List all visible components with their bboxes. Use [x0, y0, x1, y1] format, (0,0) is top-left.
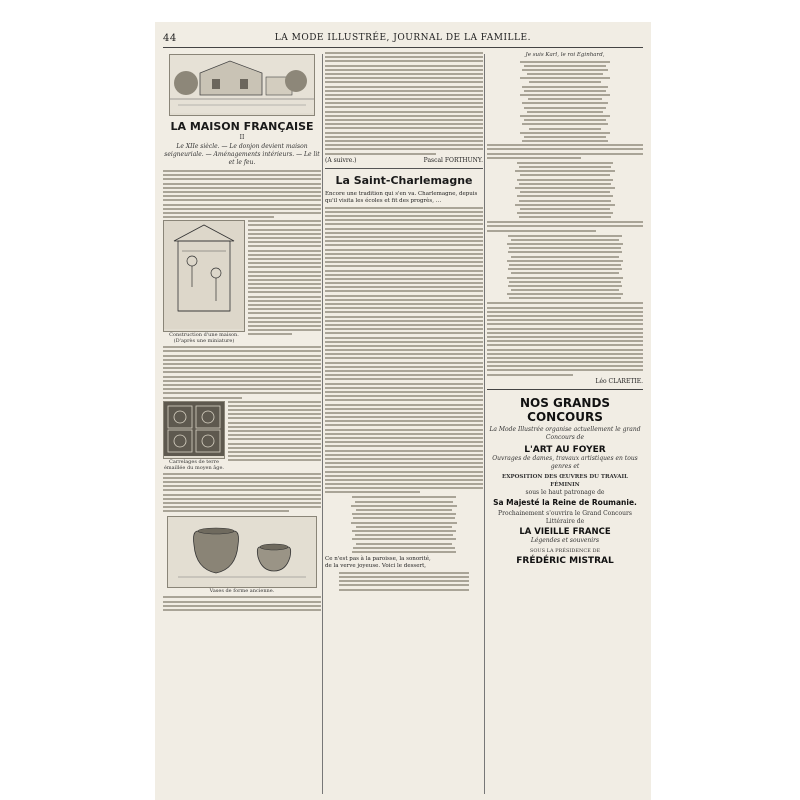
president-prefix: SOUS LA PRÉSIDENCE DE [529, 547, 601, 554]
patronage-name: Sa Majesté la Reine de Roumanie. [493, 497, 637, 507]
tile-pattern-illustration [163, 401, 225, 459]
construction-miniature-illustration [163, 220, 245, 332]
page-number: 44 [163, 32, 177, 44]
literary-contest-name: LA VIEILLE FRANCE [519, 526, 611, 537]
ancient-vases-illustration [167, 516, 317, 588]
poem-block [497, 235, 633, 300]
article-body-block-6 [163, 596, 321, 611]
newspaper-page [155, 22, 651, 800]
article-signature [487, 378, 643, 385]
column-separator [322, 54, 323, 794]
column3-body-1 [487, 144, 643, 159]
column3-body-3 [487, 302, 643, 375]
exhibition-title: EXPOSITION DES ŒUVRES DU TRAVAIL FÉMININ [502, 473, 628, 488]
article-signature [325, 157, 483, 164]
vases-drawing [168, 517, 316, 585]
article-body-block-4 [228, 401, 321, 471]
figure-caption: Construction d'une maison. (D'après une miniature) [169, 332, 239, 345]
house-engraving-illustration [169, 54, 315, 116]
tile-pattern-drawing [164, 402, 224, 456]
article-part: II [239, 134, 245, 141]
column3-body-2 [487, 221, 643, 231]
author-name: Pascal FORTHUNY. [423, 156, 483, 164]
construction-drawing [164, 221, 244, 329]
article-body-block-2 [248, 220, 321, 344]
author-name: Léo CLARETIE. [595, 377, 643, 385]
article-body-end [339, 572, 469, 591]
article-intro: Encore une tradition qui s'en va. Charlemagne, depuis qu'il visita les écoles et fit des progrès, … [325, 190, 478, 204]
page-header [163, 30, 643, 46]
contest-intro: La Mode Illustrée organise actuellement le grand Concours de [489, 425, 641, 441]
article-closing-line: Ce n'est pas à la paroisse, la sonorité, [325, 555, 431, 562]
president-name: FRÉDÉRIC MISTRAL [516, 555, 614, 566]
figure-caption: Vases de forme ancienne. [209, 588, 275, 595]
article-body-block-5 [163, 473, 321, 513]
article-body-block-1 [163, 170, 321, 218]
contest-announcement [487, 389, 643, 566]
literary-contest-subtitle: Légendes et souvenirs [530, 536, 600, 544]
contest-heading: NOS GRANDS CONCOURS [519, 395, 611, 424]
article-title: LA MAISON FRANÇAISE [170, 120, 314, 133]
header-rule [163, 47, 643, 48]
patronage-prefix: sous le haut patronage de [525, 488, 605, 496]
article-summary: Le XIIe siècle. — Le donjon devient maison seigneuriale. — Aménagements intérieurs. — Le lit et le feu. [164, 143, 320, 166]
article-closing-line: de la verve joyeuse. Voici le dessert, [325, 562, 427, 569]
contest-name: L'ART AU FOYER [524, 444, 606, 455]
column-1 [163, 52, 321, 796]
column-separator [484, 54, 485, 794]
running-title: LA MODE ILLUSTRÉE, JOURNAL DE LA FAMILLE. [274, 33, 531, 43]
column-3 [487, 52, 643, 796]
to-be-continued: (A suivre.) [325, 156, 357, 164]
figure-caption: Carrelages de terre émaillée du moyen âge. [163, 458, 225, 471]
poem-first-line: Je suis Karl, le roi Eginhard, [525, 52, 605, 58]
column-2 [325, 52, 483, 796]
article-body [325, 207, 483, 494]
poem-block [503, 162, 627, 218]
house-engraving-drawing [170, 55, 314, 113]
poem-block [507, 61, 623, 143]
verse-block [339, 496, 469, 552]
next-contest-prefix: Prochainement s'ouvrira le Grand Concours Littéraire de [498, 509, 632, 525]
article-continuation [325, 52, 483, 155]
contest-description: Ouvrages de dames, travaux artistiques en tous genres et [492, 454, 638, 470]
article-body-block-3 [163, 346, 321, 398]
article-title: La Saint-Charlemagne [335, 173, 473, 187]
